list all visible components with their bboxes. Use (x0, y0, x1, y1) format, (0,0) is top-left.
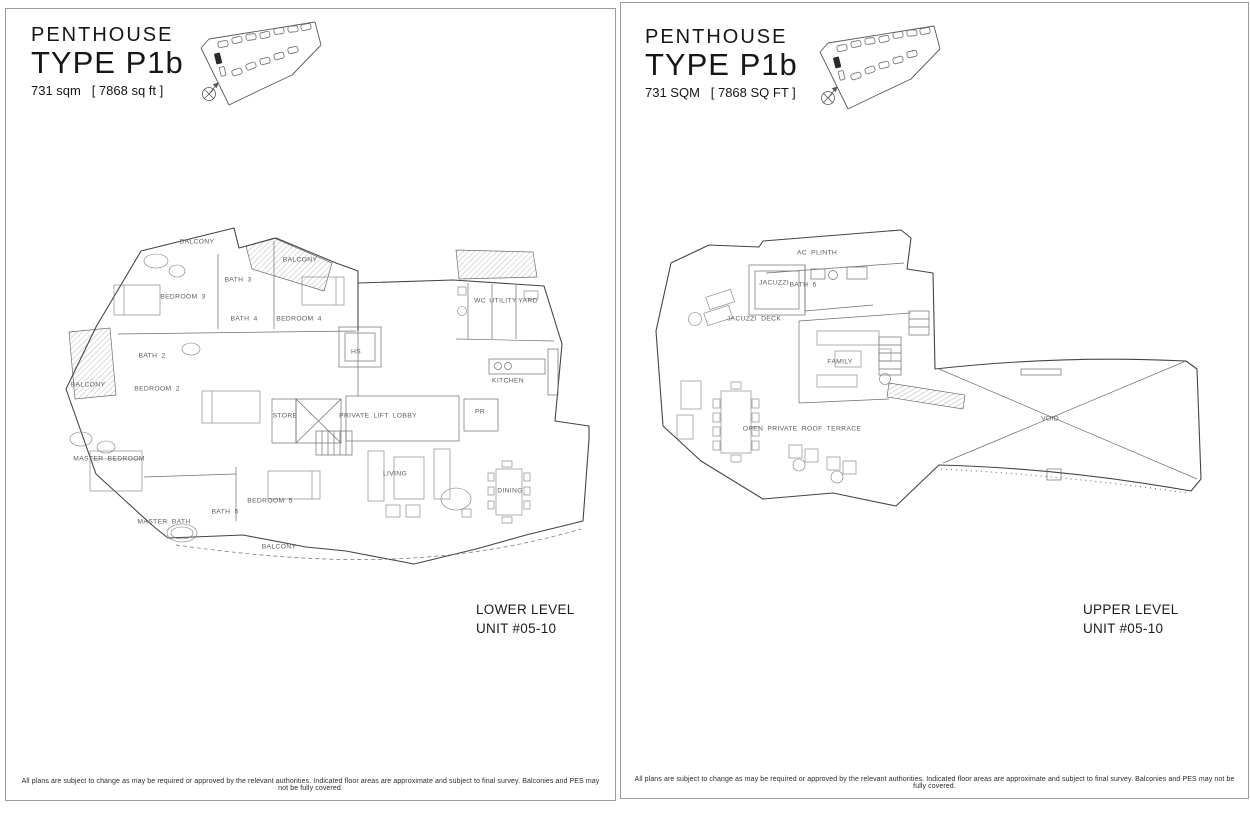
room-label: AC PLINTH (796, 249, 838, 257)
type-title: TYPE P1b (645, 47, 798, 82)
room-label: BALCONY (261, 543, 297, 551)
room-label: PRIVATE LIFT LOBBY (339, 412, 417, 420)
room-label: PR (474, 408, 486, 416)
penthouse-title: PENTHOUSE (645, 26, 788, 48)
area-text: 731 SQM [ 7868 SQ FT ] (645, 85, 796, 101)
room-label: BATH 5 (211, 508, 239, 516)
room-label: BATH 2 (138, 352, 166, 360)
room-label: BEDROOM 5 (247, 497, 293, 505)
north-arrow-icon (203, 83, 219, 101)
floor-plan-upper-drawing (621, 193, 1248, 598)
penthouse-title: PENTHOUSE (31, 24, 174, 46)
room-label: MASTER BATH (137, 518, 191, 526)
unit-location-marker (214, 52, 222, 64)
room-label: KITCHEN (492, 377, 524, 385)
disclaimer-text: All plans are subject to change as may be required or approved by the relevant authorities. Indicated floor areas are approximate and subject to final survey. Balconies and PES may not be fully covered. (21, 778, 600, 792)
level-caption (1083, 601, 1179, 639)
room-label: BALCONY (70, 381, 106, 389)
room-label: BATH 6 (789, 281, 817, 289)
room-label: BEDROOM 4 (276, 315, 322, 323)
room-label: BEDROOM 3 (160, 293, 206, 301)
lower-level-panel (5, 8, 616, 801)
type-title: TYPE P1b (31, 45, 184, 80)
room-label: DINING (497, 487, 523, 495)
room-label: OPEN PRIVATE ROOF TERRACE (742, 425, 862, 433)
unit-label: UNIT #05-10 (1083, 620, 1164, 636)
key-plan-map-icon (815, 19, 945, 115)
room-label: BATH 3 (224, 276, 252, 284)
plan-header (31, 25, 184, 98)
level-label: UPPER LEVEL (1083, 602, 1179, 617)
room-label: STORE (272, 412, 298, 420)
room-label: JACUZZI DECK (726, 315, 782, 323)
level-caption (476, 601, 575, 639)
key-plan-map-icon (196, 15, 326, 111)
room-label: BALCONY (282, 256, 318, 264)
room-label: LIVING (382, 470, 408, 478)
level-label: LOWER LEVEL (476, 602, 575, 617)
unit-label: UNIT #05-10 (476, 620, 557, 636)
room-label: HS (350, 348, 362, 356)
room-label: WC (474, 297, 486, 305)
room-label: FAMILY (827, 358, 853, 366)
area-text: 731 sqm [ 7868 sq ft ] (31, 83, 164, 99)
room-label: YARD (518, 297, 538, 305)
room-label: JACUZZI (758, 279, 790, 287)
upper-level-panel (620, 2, 1249, 799)
room-label: BEDROOM 2 (134, 385, 180, 393)
unit-location-marker (833, 56, 841, 68)
room-label: BATH 4 (230, 315, 258, 323)
north-arrow-icon (822, 87, 838, 105)
disclaimer-text: All plans are subject to change as may be required or approved by the relevant authorities. Indicated floor areas are approximate and subject to final survey. Balconies and PES may not be fully covered. (634, 776, 1235, 790)
room-label: VOID (1041, 415, 1059, 423)
plan-header (645, 27, 798, 100)
room-label: UTILITY (489, 297, 517, 305)
room-label: MASTER BEDROOM (73, 455, 145, 463)
room-label: BALCONY (179, 238, 215, 246)
